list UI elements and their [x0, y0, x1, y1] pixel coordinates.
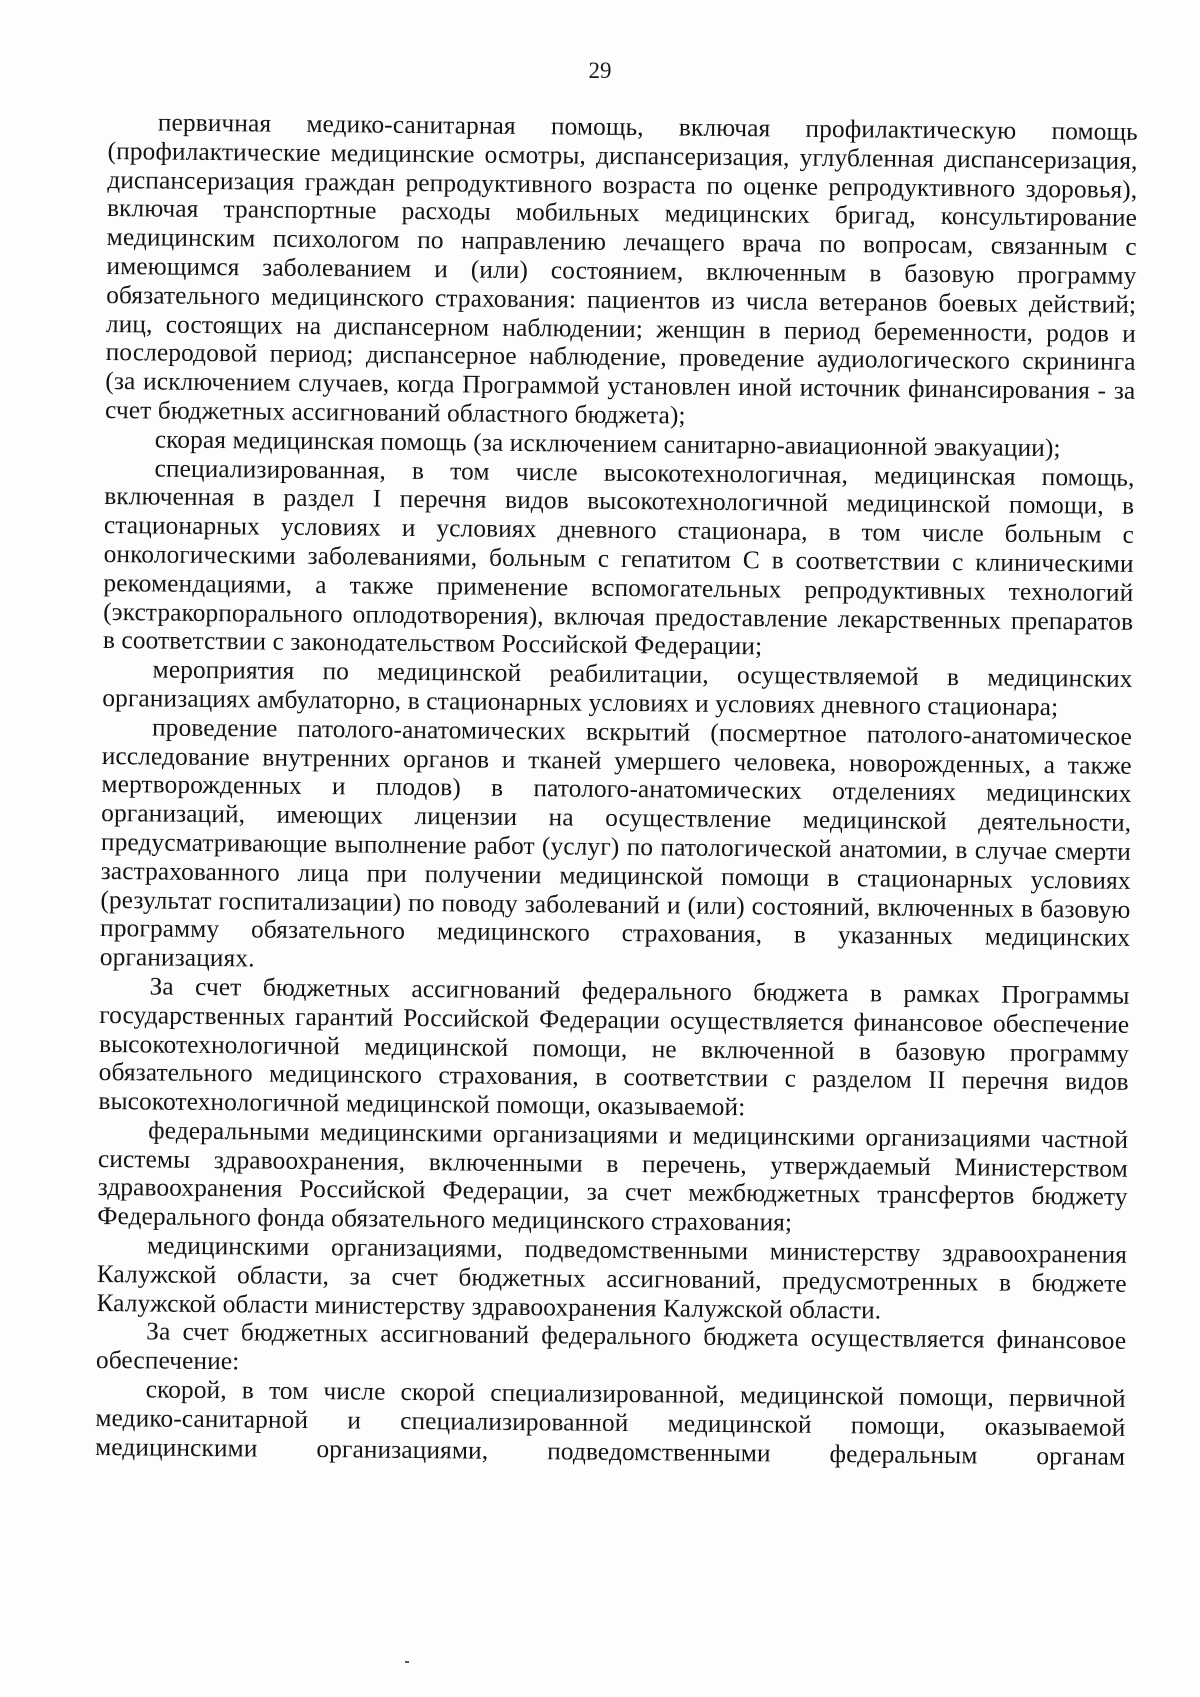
- scan-artifact: [405, 1661, 409, 1663]
- page-number: 29: [588, 58, 612, 83]
- paragraph-federal-budget-financing: За счет бюджетных ассигнований федерального бюджета осуществляется финансовое обеспечение:: [95, 1317, 1127, 1376]
- paragraph-rehabilitation: мероприятия по медицинской реабилитации, осуществляемой в медицинских организациях амбулаторно, в стационарных условиях и условиях дневного стационара;: [102, 655, 1133, 722]
- paragraph-autopsies: проведение патолого-анатомических вскрытий (посмертное патолого-анатомическое исследование внутренних органов и тканей умершего человека, новорожденных, а также мертворожденных и плодов) в патолого-анатомических отделениях медицинских организаций, имеющих лицензии на осуществление медицинской деятельности, предусматривающие выполнение работ (услуг) по патологической анатомии, в случае смерти застрахованного лица при получении медицинской помощи в стационарных условиях (результат госпитализации) по поводу заболеваний и (или) состояний, включенных в базовую программу обязательного медицинского страхования, в указанных медицинских организациях.: [99, 713, 1133, 973]
- paragraph-federal-organizations: федеральными медицинскими организациями и медицинскими организациями частной системы здравоохранения, включенными в перечень, утверждаемый Министерством здравоохранения Российской Федерации, за счет межбюджетных трансфертов бюджету Федерального фонда обязательного медицинского страхования;: [97, 1116, 1129, 1237]
- paragraph-kaluga-organizations: медицинскими организациями, подведомственными министерству здравоохранения Калужской области, за счет бюджетных ассигнований, предусмотренных в бюджете Калужской области министерству здравоохранения Калужской области.: [96, 1231, 1128, 1325]
- paragraph-emergency-specialized: скорой, в том числе скорой специализированной, медицинской помощи, первичной медико-санитарной и специализированной медицинской помощи, оказываемой медицинскими организациями, подведомственными федеральным органам: [95, 1375, 1126, 1471]
- paragraph-emergency-care: скорая медицинская помощь (за исключением санитарно-авиационной эвакуации);: [154, 425, 1061, 462]
- paragraph-specialized-care: специализированная, в том числе высокотехнологичная, медицинская помощь, включенная в раздел I перечня видов высокотехнологичной медицинской помощи, в стационарных условиях и условиях дневного стационара, в том числе больным с онкологическими заболеваниями, больным с гепатитом C в соответствии с клиническими рекомендациями, а также применение вспомогательных репродуктивных технологий (экстракорпорального оплодотворения), включая предоставление лекарственных препаратов в соответствии с законодательством Российской Федерации;: [102, 454, 1135, 661]
- paragraph-primary-care: первичная медико-санитарная помощь, включая профилактическую помощь (профилактические медицинские осмотры, диспансеризация, углубленная диспансеризация, диспансеризация граждан репродуктивного возраста по оценке репродуктивного здоровья), включая транспортные расходы мобильных медицинских бригад, консультирование медицинским психологом по направлению лечащего врача по вопросам, связанным с имеющимся заболеванием и (или) состоянием, включенным в базовую программу обязательного медицинского страхования: пациентов из числа ветеранов боевых действий; лиц, состоящих на диспансерном наблюдении; женщин в период беременности, родов и послеродовой период; диспансерное наблюдение, проведение аудиологического скрининга (за исключением случаев, когда Программой установлен иной источник финансирования - за счет бюджетных ассигнований областного бюджета);: [104, 108, 1138, 430]
- paragraph-federal-budget-htmc: За счет бюджетных ассигнований федерального бюджета в рамках Программы государственных гарантий Российской Федерации осуществляется финансовое обеспечение высокотехнологичной медицинской помощи, не включенной в базовую программу обязательного медицинского страхования, в соответствии с разделом II перечня видов высокотехнологичной медицинской помощи, оказываемой:: [98, 972, 1130, 1122]
- document-body: [95, 108, 1138, 1471]
